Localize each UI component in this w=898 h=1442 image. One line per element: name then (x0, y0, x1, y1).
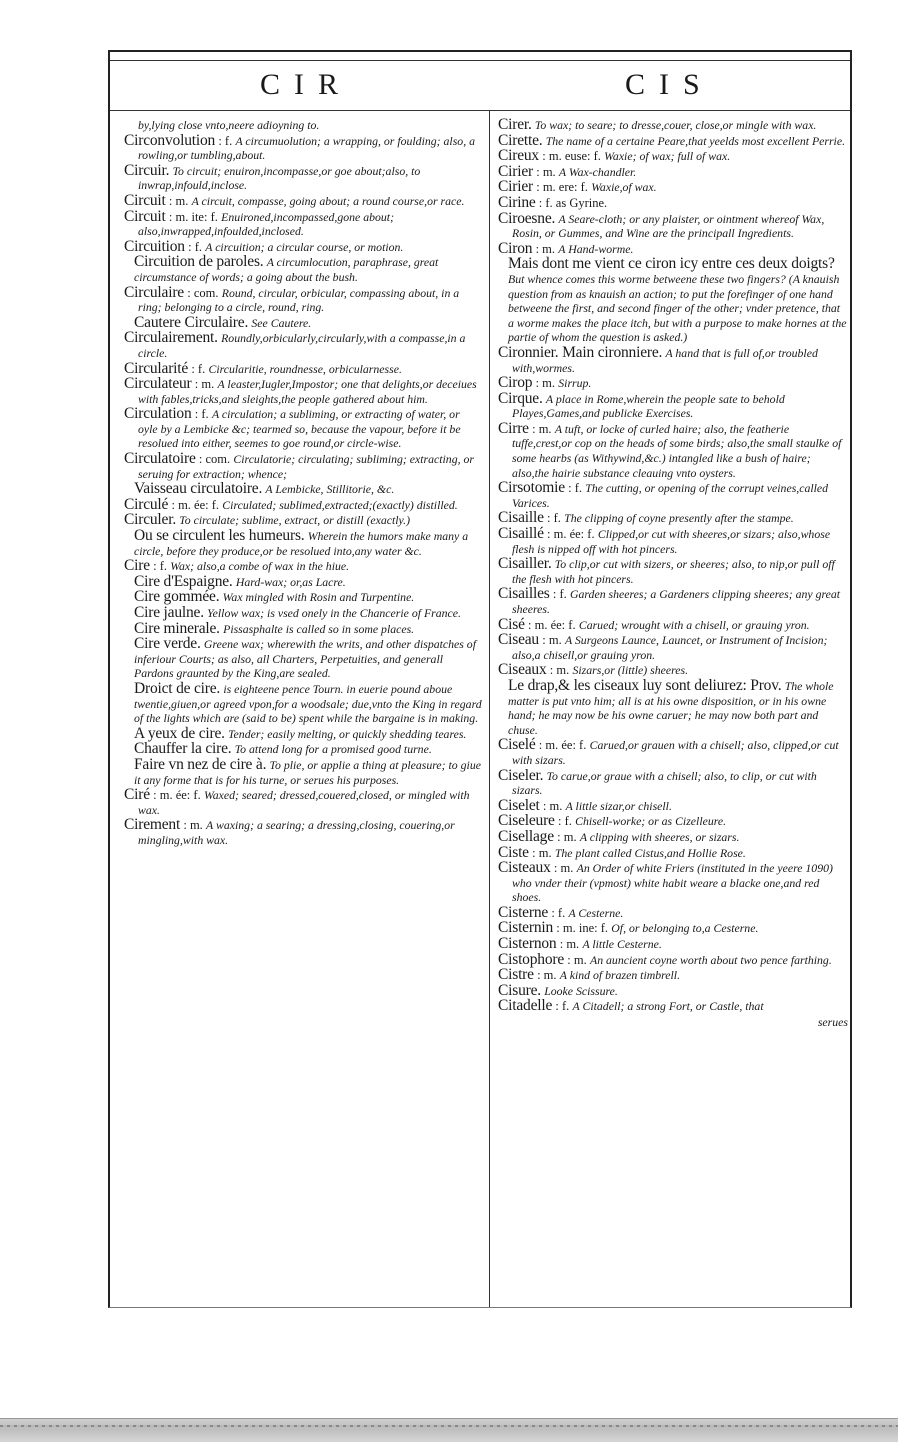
headword: Cautere Circulaire. (134, 313, 249, 331)
header-left-letters: CIR (260, 68, 353, 101)
right-column (498, 118, 848, 1299)
headword: Cisternon (498, 935, 557, 953)
headword: Ciseaux (498, 661, 547, 679)
grammar-label: : f. (188, 239, 202, 254)
headword: Circulaire (124, 283, 184, 301)
definition: To plie, or applie a thing at pleasure; to giue it any forme that is for his turne, or serues his purposes. (134, 757, 481, 787)
dictionary-entry (124, 359, 482, 377)
definition: The clipping of coyne presently after the stampe. (564, 511, 794, 526)
dictionary-entry (498, 209, 848, 241)
headword: Circulairement. (124, 329, 218, 347)
left-column (124, 118, 482, 1299)
dictionary-entry (134, 679, 482, 726)
dictionary-entry (498, 999, 848, 1014)
grammar-label: : f. (194, 407, 209, 422)
definition: A Hand-worme. (558, 241, 634, 256)
dictionary-entry (498, 615, 848, 633)
definition: Tender; easily melting, or quickly shedding teares. (228, 726, 467, 741)
headword: Ciselé (498, 736, 536, 754)
headword: Cironnier. Main cironniere. (498, 343, 663, 361)
grammar-label: : com. (187, 285, 219, 300)
definition: Sirrup. (558, 376, 592, 391)
definition: A little Cesterne. (582, 937, 662, 952)
dictionary-entry (498, 343, 848, 375)
definition: Yellow wax; is vsed onely in the Chancerie of France. (207, 606, 461, 620)
definition: To circulate; sublime, extract, or distill (exactly.) (179, 513, 411, 528)
headword: Cirsotomie (498, 479, 565, 497)
dictionary-entry (124, 407, 482, 451)
headword: Cire d'Espaigne. (134, 572, 233, 590)
catchword: serues (817, 1015, 848, 1030)
dictionary-entry (498, 766, 848, 798)
dictionary-entry (498, 376, 848, 391)
definition: by,lying close vnto,neere adioyning to. (138, 118, 320, 132)
definition: Waxie,of wax. (591, 180, 657, 195)
dictionary-entry (124, 131, 482, 163)
running-header (110, 52, 850, 111)
headword: Ou se circulent les humeurs. (134, 527, 305, 545)
definition: A circuition; a circular course, or motion. (205, 239, 404, 254)
definition: To circuit; enuiron,incompasse,or goe about;also, to inwrap,infould,inclose. (138, 163, 421, 193)
dictionary-entry (498, 149, 848, 164)
headword: Ciselet (498, 796, 540, 814)
definition: A Wax-chandler. (558, 164, 637, 179)
dictionary-entry (124, 331, 482, 360)
headword: Citadelle (498, 997, 553, 1015)
grammar-label: : m. ere: f. (536, 180, 588, 195)
dictionary-entry (124, 207, 482, 239)
column-divider (489, 110, 490, 1307)
dictionary-entry (134, 529, 482, 558)
headword: Cireux (498, 147, 539, 165)
headword: Ciron (498, 239, 533, 257)
grammar-label: : f. (153, 559, 168, 574)
definition: A Citadell; a strong Fort, or Castle, that (572, 999, 764, 1014)
header-rule (110, 60, 850, 109)
definition: To wax; to seare; to dresse,couer, close,or mingle with wax. (534, 118, 817, 132)
dictionary-entry (124, 513, 482, 528)
headword: Cire verde. (134, 635, 201, 653)
definition: A circumlocution, paraphrase, great circumstance of words; a going about the bush. (134, 255, 439, 284)
dictionary-entry (498, 861, 848, 905)
headword: Cisailles (498, 585, 550, 603)
grammar-label: : f. as Gyrine. (538, 195, 608, 210)
grammar-label: : f. (552, 587, 567, 602)
dictionary-entry (134, 255, 482, 284)
headword: Cirer. (498, 118, 532, 133)
definition: Garden sheeres; a Gardeners clipping sheeres; any great sheeres. (512, 587, 841, 616)
grammar-label: : m. (559, 937, 580, 952)
definition: To attend long for a promised good turne. (234, 742, 432, 757)
grammar-label: : m. (183, 818, 203, 833)
header-right-letters: CIS (625, 68, 714, 101)
grammar-label: : m. (542, 798, 563, 813)
headword: Circuler. (124, 511, 177, 529)
headword: Circulation (124, 405, 192, 423)
dictionary-entry (498, 527, 848, 556)
definition: A clipping with sheeres, or sizars. (579, 829, 740, 844)
headword: Circularité (124, 359, 189, 377)
grammar-label: : m. (567, 952, 587, 967)
headword: Cirier (498, 178, 533, 196)
dictionary-entry (124, 788, 482, 817)
grammar-label: : m. (549, 663, 570, 678)
headword: Circuition de paroles. (134, 253, 264, 271)
grammar-label: : m. (542, 633, 562, 648)
headword: Circuit (124, 207, 166, 225)
definition: Circularitie, roundnesse, orbicularnesse. (208, 361, 402, 376)
grammar-label: : f. (568, 481, 583, 496)
dictionary-entry (498, 738, 848, 767)
definition: Enuironed,incompassed,gone about; also,inwrapped,infoulded,inclosed. (138, 209, 394, 239)
definition: A circulation; a subliming, or extracting of water, or oyle by a Lembicke &c; tearmed so, because the vapour, before it be resolued into either, seemes to goe round,or circle-wise. (138, 407, 461, 451)
grammar-label: : f. (218, 133, 233, 148)
headword: Droict de cire. (134, 679, 221, 697)
headword: Ciseleure (498, 812, 555, 830)
headword: Cire (124, 557, 150, 575)
definition: Chisell-worke; or as Cizelleure. (575, 814, 727, 829)
dictionary-entry (498, 587, 848, 616)
dictionary-entry (124, 495, 482, 513)
headword: Circonvolution (124, 131, 216, 149)
headword: Circulatoire (124, 450, 196, 468)
definition: Sizars,or (little) sheeres. (572, 663, 689, 678)
dictionary-entry (498, 968, 848, 983)
headword: Ciseler. (498, 766, 544, 784)
headword: Cisellage (498, 827, 554, 845)
definition: An auncient coyne worth about two pence farthing. (589, 952, 832, 967)
headword: Cisteaux (498, 859, 551, 877)
grammar-label: : m. (553, 861, 574, 876)
dictionary-entry (134, 755, 482, 787)
definition: Circulatorie; circulating; subliming; extracting, or seruing for extraction; whence; (138, 452, 474, 481)
headword: Circuir. (124, 161, 170, 179)
definition: Wax; also,a combe of wax in the hiue. (170, 559, 350, 574)
definition: A circumuolution; a wrapping, or foulding; also, a rowling,or tumbling,about. (138, 133, 475, 163)
grammar-label: : m. ée: f. (538, 738, 587, 753)
definition: Of, or belonging to,a Cesterne. (611, 921, 759, 936)
grammar-label: : f. (191, 361, 206, 376)
grammar-label: : m. (532, 421, 552, 436)
grammar-label: : f. (555, 999, 570, 1014)
headword: Ciseau (498, 631, 539, 649)
dictionary-page (108, 50, 852, 1308)
definition: Roundly,orbicularly,circularly,with a compasse,in a circle. (138, 331, 466, 360)
dictionary-entry (498, 193, 848, 211)
grammar-label: : m. (535, 376, 556, 391)
dictionary-entry (498, 239, 848, 257)
headword: A yeux de cire. (134, 724, 225, 742)
headword: Cire jaulne. (134, 604, 204, 621)
definition: A Surgeons Launce, Launcet, or Instrument of Incision; also,a chisell,or grauing yron. (512, 633, 828, 662)
headword: Cire gommée. (134, 588, 220, 606)
headword: Circuit (124, 191, 166, 209)
headword: Cirop (498, 374, 533, 392)
grammar-label: : m. ite: f. (168, 209, 218, 224)
definition: The plant called Cistus,and Hollie Rose. (554, 845, 746, 860)
definition: A leaster,Iugler,Impostor; one that delights,or deceiues with fables,tricks,and sleights,the people gathered about him. (138, 377, 477, 406)
headword: Cirre (498, 419, 529, 437)
dictionary-entry (508, 676, 848, 737)
dictionary-entry (124, 283, 482, 315)
dictionary-entry (498, 921, 848, 936)
grammar-label: : m. ée: f. (171, 497, 220, 512)
definition: A tuft, or locke of curled haire; also, the featherie tuffe,crest,or cop on the heads of some birds; also,the small staulke of some hearbs (as Withywind,&c.) intangled like a bush of haire; also,the hairie substance cleauing vnto oysters. (512, 421, 842, 480)
headword: Cistophore (498, 950, 565, 968)
dictionary-entry (498, 633, 848, 662)
definition: Round, circular, orbicular, compassing about, in a ring; belonging to a circle, round, ring. (138, 285, 460, 315)
definition: is eighteene pence Tourn. in euerie pound aboue twentie,giuen,or agreed vpon,for a woodsale; due,vnto the King in regard of the lights which are (said to be) spent while the bargaine is in making. (134, 681, 482, 726)
dictionary-entry (498, 419, 848, 480)
headword: Ciré (124, 786, 150, 804)
dictionary-entry (134, 572, 482, 590)
dictionary-entry (498, 511, 848, 526)
headword: Ciste (498, 843, 529, 861)
dictionary-entry (498, 814, 848, 829)
headword: Cisterne (498, 903, 549, 921)
dictionary-entry (498, 796, 848, 814)
headword: Cirement (124, 816, 181, 834)
definition: Circulated; sublimed,extracted;(exactly) distilled. (222, 497, 458, 512)
headword: Ciroesne. (498, 209, 556, 227)
definition: An Order of white Friers (instituted in the yeere 1090) who vnder their (vpmost) white habit weare a blacke one,and red shoes. (512, 861, 833, 905)
definition: A Lembicke, Stillitorie, &c. (265, 482, 395, 497)
grammar-label: : m. (557, 829, 577, 844)
definition: Greene wax; wherewith the writs, and other dispatches of inferiour Courts; as also, all Charters, Perpetuities, and generall Pardons graunted by the King,are sealed. (134, 637, 476, 681)
grammar-label: : m. (194, 377, 215, 392)
scan-edge (0, 1418, 898, 1442)
definition: Waxed; seared; dressed,couered,closed, or mingled with wax. (138, 788, 470, 817)
definition: A place in Rome,wherein the people sate to behold Playes,Games,and publicke Exercises. (512, 391, 785, 421)
dictionary-entry (498, 118, 848, 133)
dictionary-entry (124, 818, 482, 847)
definition: Carued; wrought with a chisell, or grauing yron. (578, 617, 810, 632)
definition: A Cesterne. (568, 905, 624, 920)
definition: Pissasphalte is called so in some places. (223, 621, 415, 636)
dictionary-entry (498, 663, 848, 678)
grammar-label: : m. ée: f. (547, 527, 595, 542)
definition: Carued,or grauen with a chisell; also, clipped,or cut with sizars. (512, 738, 839, 767)
definition: The cutting, or opening of the corrupt veines,called Varices. (512, 481, 829, 510)
dictionary-entry (498, 903, 848, 921)
grammar-label: : m. ine: f. (556, 921, 609, 936)
definition: A Seare-cloth; or any plaister, or ointment whereof Wax, Rosin, or Gummes, and Wine are the principall Ingredients. (512, 211, 825, 241)
dictionary-entry (498, 481, 848, 510)
definition: Waxie; of wax; full of wax. (604, 149, 731, 164)
dictionary-entry (498, 131, 848, 149)
dictionary-entry (498, 950, 848, 968)
definition: Wherein the humors make many a circle, before they produce,or be resolued into,any water &c. (134, 529, 469, 558)
dictionary-entry (498, 389, 848, 421)
headword: Le drap,& les ciseaux luy sont deliurez: Prov. (508, 676, 782, 694)
headword: Cirier (498, 162, 533, 180)
headword: Cisé (498, 615, 525, 633)
grammar-label: : m. (168, 193, 189, 208)
dictionary-entry (124, 377, 482, 406)
dictionary-entry (134, 482, 482, 497)
definition: To clip,or cut with sizers, or sheeres; also, to nip,or pull off the flesh with hot pincers. (512, 557, 835, 586)
headword: Circuition (124, 237, 185, 255)
definition: See Cautere. (251, 315, 312, 330)
headword: Cirque. (498, 389, 543, 407)
dictionary-entry (134, 606, 482, 621)
headword: Cisailler. (498, 555, 552, 573)
dictionary-entry (498, 981, 848, 999)
headword: Cistre (498, 966, 534, 984)
headword: Faire vn nez de cire à. (134, 755, 267, 773)
definition: Hard-wax; or,as Lacre. (235, 574, 346, 589)
grammar-label: : m. (537, 968, 557, 983)
definition: The whole matter is put vnto him; all is at his owne disposition, or in his owne hand; he may now be his owne caruer; he may now both part and chuse. (508, 678, 834, 737)
dictionary-entry (508, 257, 848, 345)
dictionary-entry (134, 724, 482, 742)
definition: A circuit, compasse, going about; a round course,or race. (191, 193, 465, 208)
grammar-label: : f. (551, 905, 566, 920)
grammar-label: : com. (198, 452, 231, 467)
headword: Cirette. (498, 131, 543, 149)
definition: A hand that is full of,or troubled with,wormes. (512, 345, 818, 375)
grammar-label: : m. (532, 845, 552, 860)
dictionary-entry (124, 237, 482, 255)
grammar-label: : m. (536, 164, 556, 179)
headword: Cisternin (498, 919, 554, 937)
definition: The name of a certaine Peare,that yeelds most excellent Perrie. (545, 133, 846, 148)
grammar-label: : m. ée: f. (153, 788, 201, 803)
definition: A little sizar,or chisell. (565, 798, 672, 813)
definition: But whence comes this worme betweene these two fingers? (A knauish question from as knauish an action; to put the forefinger of one hand betweene the first, and second finger of the other; vnder pretence, that a worme makes the place itch, but with a purpose to make hornes at the partie of whom the question is asked.) (508, 271, 847, 345)
definition: A kind of brazen timbrell. (559, 968, 681, 983)
dictionary-entry (498, 937, 848, 952)
grammar-label: : m. ée: f. (528, 617, 576, 632)
grammar-label: : f. (557, 814, 572, 829)
dictionary-entry (124, 452, 482, 481)
dictionary-entry (134, 637, 482, 681)
dictionary-entry (124, 118, 482, 133)
dictionary-entry (134, 313, 482, 331)
headword: Cisure. (498, 981, 541, 999)
headword: Cisaille (498, 509, 544, 527)
headword: Cisaillé (498, 525, 544, 543)
grammar-label: : m. (535, 241, 556, 256)
headword: Mais dont me vient ce ciron icy entre ces deux doigts? (508, 255, 835, 273)
dictionary-entry (124, 191, 482, 209)
dictionary-entry (498, 827, 848, 845)
dictionary-entry (134, 590, 482, 605)
headword: Cirine (498, 193, 536, 211)
definition: Looke Scissure. (544, 983, 618, 998)
grammar-label: : f. (547, 511, 561, 526)
dictionary-entry (498, 162, 848, 180)
definition: A waxing; a searing; a dressing,closing, couering,or mingling,with wax. (138, 818, 455, 847)
definition: To carue,or graue with a chisell; also, to clip, or cut with sizars. (512, 768, 817, 798)
definition: Clipped,or cut with sheeres,or sizars; also,whose flesh is nipped off with hot pincers. (512, 527, 831, 556)
headword: Cire minerale. (134, 619, 220, 637)
dictionary-entry (124, 559, 482, 574)
dictionary-entry (498, 557, 848, 586)
grammar-label: : m. euse: f. (542, 149, 601, 164)
headword: Circulé (124, 495, 169, 513)
headword: Vaisseau circulatoire. (134, 480, 263, 498)
dictionary-entry (498, 180, 848, 195)
dictionary-entry (124, 161, 482, 193)
dictionary-entry (134, 742, 482, 757)
definition: Wax mingled with Rosin and Turpentine. (222, 590, 415, 605)
headword: Chauffer la cire. (134, 740, 232, 758)
headword: Circulateur (124, 375, 192, 393)
dictionary-entry (134, 619, 482, 637)
dictionary-entry (498, 843, 848, 861)
